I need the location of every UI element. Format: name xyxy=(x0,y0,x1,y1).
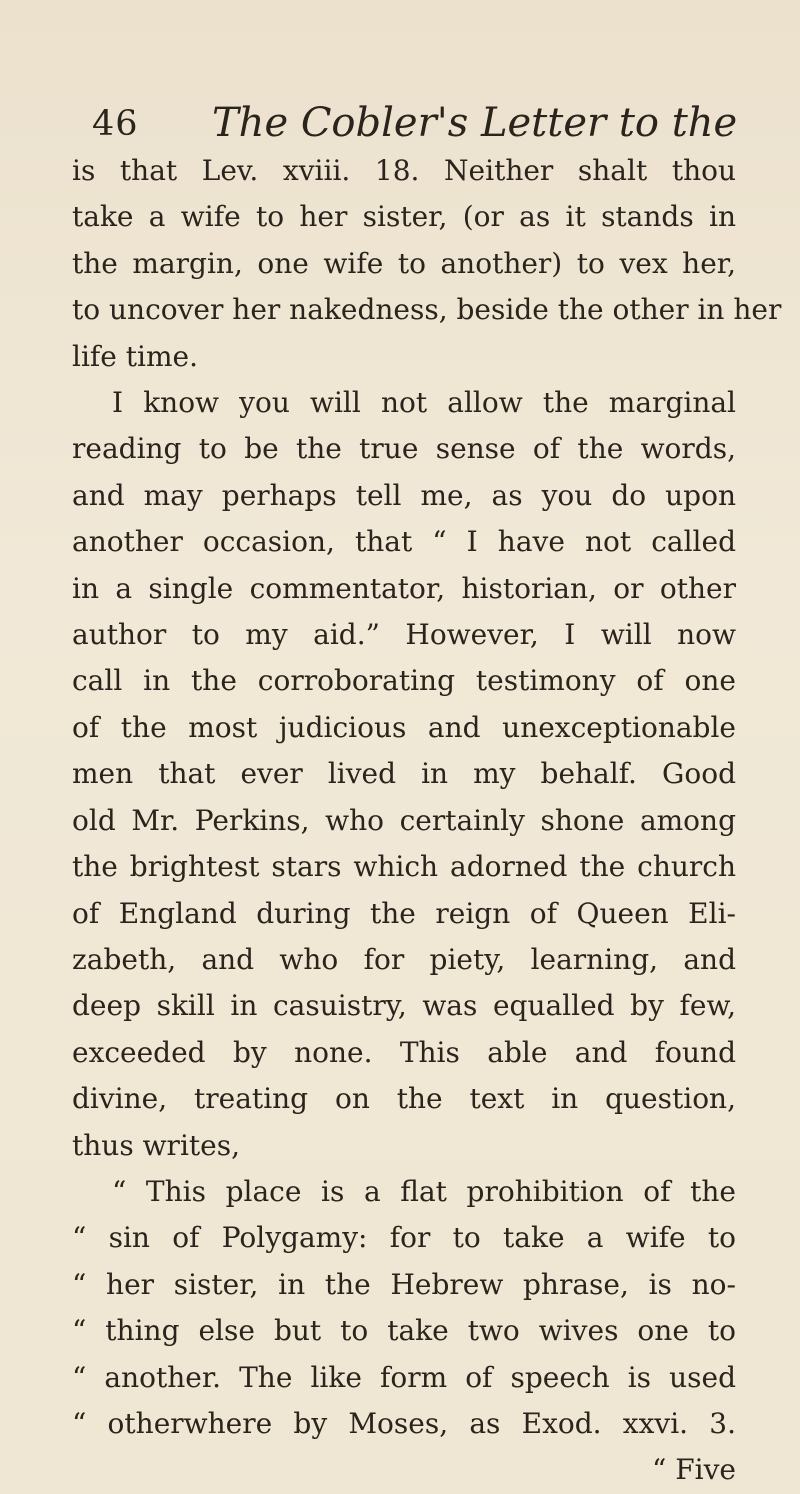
text-line: the margin, one wife to another) to vex her, xyxy=(72,246,736,280)
text-line: take a wife to her sister, (or as it stands in xyxy=(72,200,736,234)
page-header xyxy=(92,100,738,150)
text-line: I know you will not allow the marginal xyxy=(112,386,736,420)
text-line: men that ever lived in my behalf. Good xyxy=(72,757,736,791)
text-line: thus writes, xyxy=(72,1128,240,1162)
text-line: is that Lev. xviii. 18. Neither shalt thou xyxy=(72,154,736,187)
text-line: call in the corroborating testimony of one xyxy=(72,664,736,698)
quote-line: “ This place is a flat prohibition of the xyxy=(112,1174,736,1208)
text-line: author to my aid.” However, I will now xyxy=(72,618,736,652)
text-line: old Mr. Perkins, who certainly shone among xyxy=(72,803,736,837)
quote-line: “ otherwhere by Moses, as Exod. xxvi. 3. xyxy=(72,1406,736,1440)
text-line: another occasion, that “ I have not called xyxy=(72,525,736,559)
text-line: and may perhaps tell me, as you do upon xyxy=(72,478,736,512)
text-line: in a single commentator, historian, or other xyxy=(72,571,736,605)
page-number: 46 xyxy=(92,104,139,144)
text-line: exceeded by none. This able and found xyxy=(72,1035,736,1069)
quote-line: “ another. The like form of speech is used xyxy=(72,1360,736,1394)
text-line: to uncover her nakedness, beside the other in her xyxy=(72,293,782,327)
quote-line: “ her sister, in the Hebrew phrase, is no- xyxy=(72,1267,736,1301)
text-line: reading to be the true sense of the words, xyxy=(72,432,736,466)
quote-line: “ sin of Polygamy: for to take a wife to xyxy=(72,1221,736,1255)
body-text xyxy=(72,148,782,1494)
running-title: The Cobler's Letter to the xyxy=(212,100,738,146)
quote-line: “ thing else but to take two wives one to xyxy=(72,1314,736,1348)
text-line: zabeth, and who for piety, learning, and xyxy=(72,942,736,976)
text-line: life time. xyxy=(72,339,198,373)
catchword: “ Five xyxy=(652,1453,736,1487)
text-line: of England during the reign of Queen Eli- xyxy=(72,896,736,930)
text-line: deep skill in casuistry, was equalled by few, xyxy=(72,989,736,1023)
text-line: the brightest stars which adorned the church xyxy=(72,850,736,884)
text-line: of the most judicious and unexceptionable xyxy=(72,710,736,744)
text-line: divine, treating on the text in question, xyxy=(72,1082,736,1116)
